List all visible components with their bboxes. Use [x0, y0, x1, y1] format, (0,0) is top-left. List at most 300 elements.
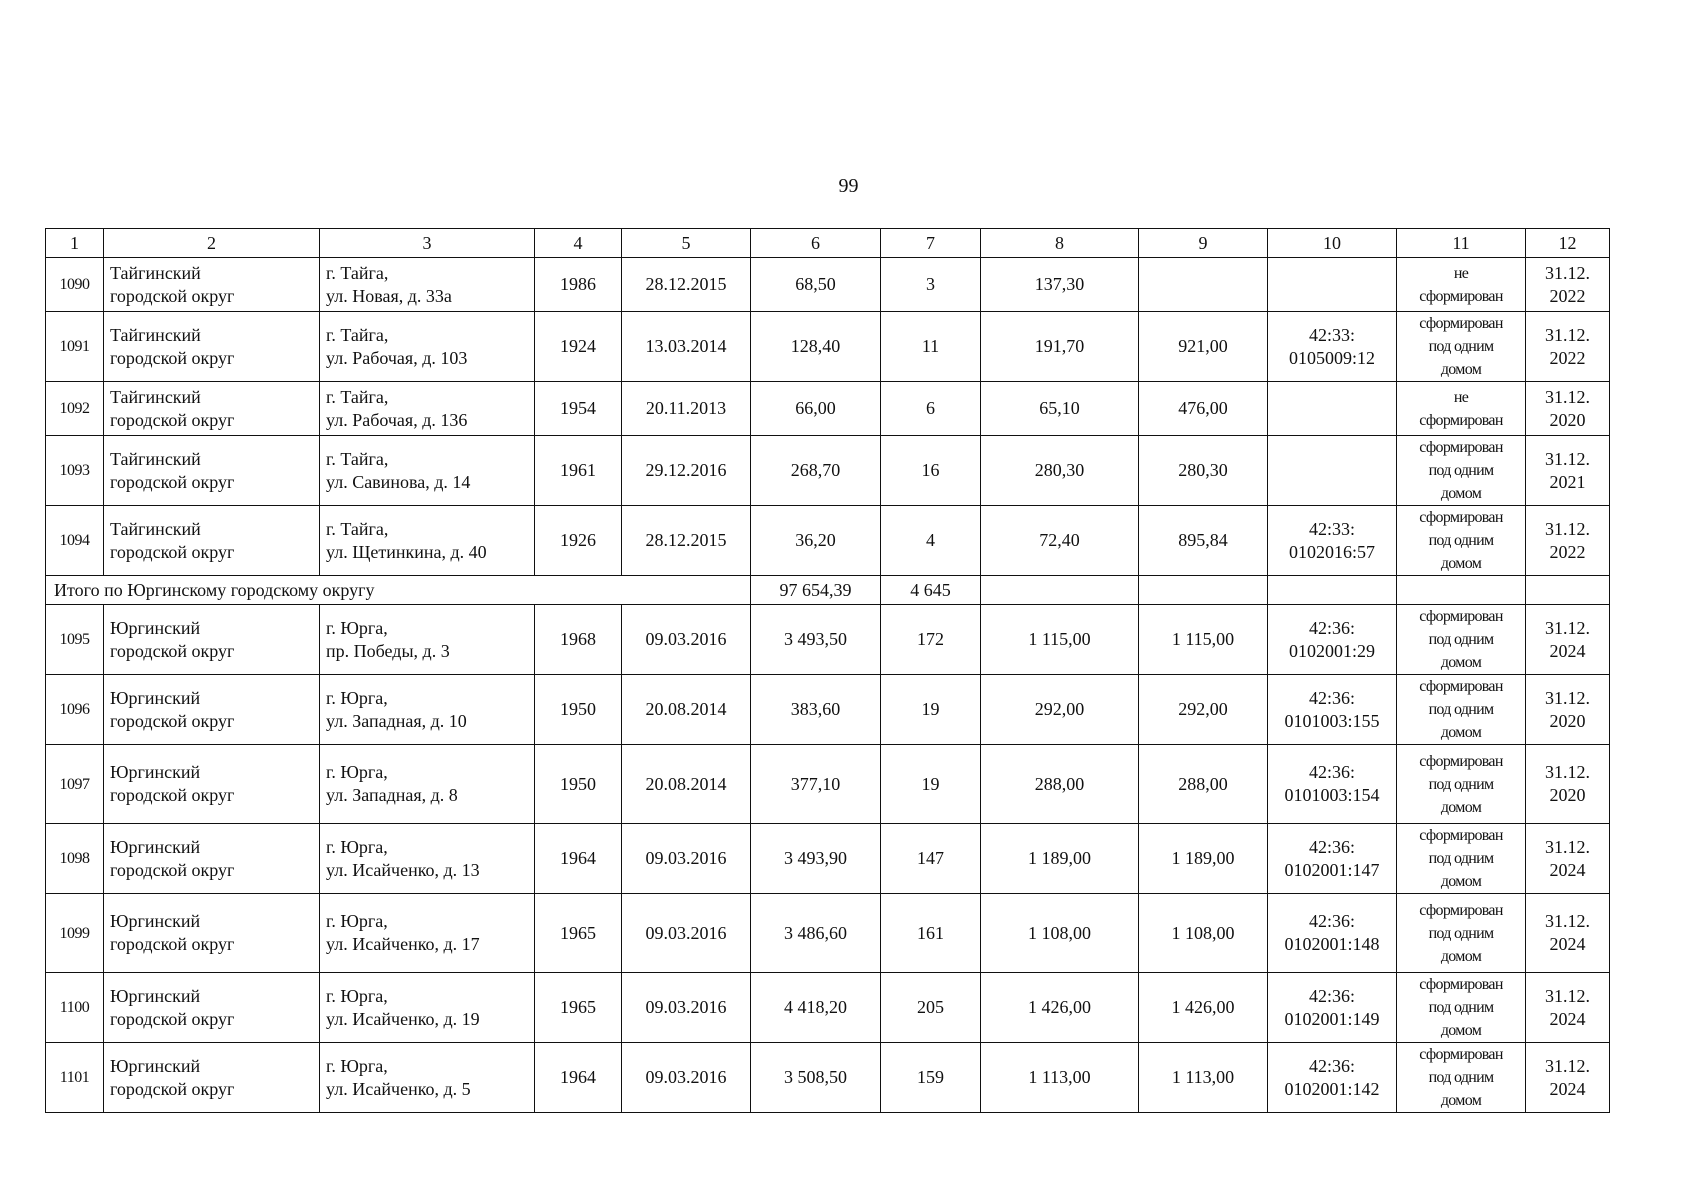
total-label: Итого по Юргинскому городскому округу [46, 576, 751, 605]
municipality-line: городской округ [110, 471, 235, 492]
cadastral-number-cell [1268, 605, 1397, 675]
col8-cell [981, 605, 1139, 675]
column-header: 6 [751, 229, 881, 258]
col9-line: 1 426,00 [1171, 997, 1235, 1017]
land-status-cell [1397, 382, 1526, 436]
land-status-line: сформирован [1419, 287, 1503, 305]
build-year-cell [535, 312, 622, 382]
col8-cell [981, 312, 1139, 382]
build-year-line: 1965 [560, 997, 596, 1017]
build-year-line: 1986 [560, 274, 596, 294]
residents-cell [881, 1043, 981, 1113]
land-status-line: сформирован [1419, 752, 1503, 770]
recognition-date-cell [622, 382, 751, 436]
address-line: г. Юрга, [326, 911, 388, 931]
land-status-line: домом [1440, 947, 1482, 965]
land-status-line: сформирован [1419, 976, 1503, 993]
area-line: 3 486,60 [784, 922, 847, 943]
housing-register-table [45, 228, 1610, 1113]
col9-cell [1139, 506, 1268, 576]
empty-cell [981, 576, 1139, 605]
residents-cell [881, 745, 981, 824]
area-line: 68,50 [795, 274, 836, 294]
row-number-cell [46, 675, 104, 745]
address-cell [320, 605, 535, 675]
row-number-line: 1090 [59, 276, 90, 293]
municipality-line: городской округ [110, 640, 235, 661]
cadastral-number-line: 0101003:155 [1284, 710, 1380, 731]
total-area: 97 654,39 [751, 576, 881, 605]
address-line: ул. Рабочая, д. 136 [326, 409, 468, 430]
cadastral-number-line: 42:36: [1308, 762, 1355, 782]
table-row [46, 973, 1610, 1043]
deadline-cell [1526, 258, 1610, 312]
build-year-line: 1961 [560, 460, 596, 480]
municipality-line: Юргинский [110, 762, 201, 782]
land-status-line: под одним [1428, 924, 1494, 942]
deadline-line: 2021 [1549, 471, 1586, 492]
build-year-line: 1924 [560, 336, 596, 356]
row-number-cell [46, 1043, 104, 1113]
land-status-cell [1397, 745, 1526, 824]
address-cell [320, 258, 535, 312]
cadastral-number-cell [1268, 436, 1397, 506]
area-line: 268,70 [790, 460, 841, 480]
address-cell [320, 824, 535, 894]
land-status-line: сформирован [1419, 901, 1503, 919]
land-status-line: сформирован [1419, 439, 1503, 456]
col9-cell [1139, 312, 1268, 382]
address-cell [320, 382, 535, 436]
recognition-date-cell [622, 894, 751, 973]
table-row [46, 436, 1610, 506]
land-status-cell [1397, 436, 1526, 506]
cadastral-number-line: 0101003:154 [1284, 785, 1380, 805]
build-year-cell [535, 675, 622, 745]
area-line: 128,40 [790, 336, 841, 356]
build-year-cell [535, 382, 622, 436]
residents-line: 6 [926, 398, 935, 418]
col8-line: 1 108,00 [1028, 922, 1091, 943]
area-line: 3 493,90 [784, 848, 847, 868]
build-year-line: 1965 [560, 922, 596, 943]
cadastral-number-line: 0102016:57 [1288, 541, 1375, 562]
col8-line: 137,30 [1034, 274, 1085, 294]
municipality-cell [104, 675, 320, 745]
empty-cell [1397, 576, 1526, 605]
deadline-cell [1526, 312, 1610, 382]
table-row [46, 894, 1610, 973]
cadastral-number-cell [1268, 745, 1397, 824]
area-cell [751, 312, 881, 382]
cadastral-number-line: 42:36: [1308, 687, 1355, 708]
cadastral-number-cell [1268, 894, 1397, 973]
area-cell [751, 506, 881, 576]
build-year-cell [535, 436, 622, 506]
residents-line: 159 [917, 1067, 944, 1087]
table-row [46, 258, 1610, 312]
col8-cell [981, 824, 1139, 894]
row-number-cell [46, 382, 104, 436]
cadastral-number-line: 42:36: [1308, 1055, 1355, 1076]
land-status-line: под одним [1428, 775, 1494, 793]
deadline-line: 31.12. [1545, 762, 1590, 782]
cadastral-number-line: 0102001:142 [1284, 1078, 1380, 1099]
col8-cell [981, 382, 1139, 436]
land-status-cell [1397, 506, 1526, 576]
deadline-line: 2024 [1549, 1078, 1586, 1099]
land-status-line: сформирован [1419, 509, 1503, 526]
col8-line: 1 115,00 [1028, 629, 1091, 649]
empty-cell [1268, 576, 1397, 605]
deadline-cell [1526, 675, 1610, 745]
col9-cell [1139, 745, 1268, 824]
cadastral-number-line: 0102001:147 [1284, 859, 1380, 880]
row-number-line: 1092 [59, 400, 90, 417]
table-row [46, 1043, 1610, 1113]
residents-cell [881, 312, 981, 382]
build-year-line: 1950 [560, 773, 596, 794]
land-status-line: домом [1440, 361, 1482, 378]
deadline-line: 31.12. [1545, 1055, 1590, 1076]
recognition-date-cell [622, 973, 751, 1043]
residents-line: 147 [917, 848, 944, 868]
land-status-line: домом [1440, 873, 1482, 890]
cadastral-number-cell [1268, 1043, 1397, 1113]
municipality-line: Юргинский [110, 836, 201, 857]
land-status-cell [1397, 1043, 1526, 1113]
col9-cell [1139, 436, 1268, 506]
municipality-cell [104, 745, 320, 824]
municipality-line: Юргинский [110, 617, 201, 638]
deadline-line: 2024 [1549, 640, 1586, 661]
row-number-line: 1099 [59, 924, 90, 942]
row-number-cell [46, 436, 104, 506]
municipality-cell [104, 973, 320, 1043]
municipality-line: городской округ [110, 785, 235, 805]
deadline-cell [1526, 745, 1610, 824]
area-line: 66,00 [795, 398, 836, 418]
row-number-cell [46, 605, 104, 675]
address-line: ул. Щетинкина, д. 40 [326, 541, 487, 562]
cadastral-number-line: 42:36: [1308, 617, 1355, 638]
municipality-cell [104, 1043, 320, 1113]
deadline-cell [1526, 382, 1610, 436]
empty-cell [1139, 576, 1268, 605]
row-number-cell [46, 973, 104, 1043]
build-year-line: 1968 [560, 629, 596, 649]
table-row [46, 605, 1610, 675]
col8-cell [981, 745, 1139, 824]
municipality-cell [104, 312, 320, 382]
land-status-line: под одним [1428, 532, 1494, 549]
col9-cell [1139, 824, 1268, 894]
address-line: ул. Западная, д. 8 [326, 785, 458, 805]
residents-line: 161 [917, 922, 944, 943]
recognition-date-cell [622, 824, 751, 894]
municipality-cell [104, 258, 320, 312]
deadline-line: 31.12. [1545, 518, 1590, 539]
address-line: пр. Победы, д. 3 [326, 640, 450, 661]
col9-line: 921,00 [1178, 336, 1228, 356]
col9-line: 1 189,00 [1171, 848, 1235, 868]
recognition-date-line: 20.08.2014 [645, 699, 727, 719]
col9-line: 288,00 [1178, 773, 1228, 794]
row-number-line: 1091 [59, 338, 90, 355]
residents-cell [881, 894, 981, 973]
column-header: 8 [981, 229, 1139, 258]
row-number-cell [46, 258, 104, 312]
cadastral-number-line: 0102001:149 [1284, 1008, 1380, 1029]
col8-line: 1 426,00 [1028, 997, 1091, 1017]
area-cell [751, 745, 881, 824]
recognition-date-line: 09.03.2016 [645, 922, 727, 943]
deadline-line: 31.12. [1545, 386, 1590, 407]
column-header: 12 [1526, 229, 1610, 258]
build-year-cell [535, 258, 622, 312]
residents-cell [881, 382, 981, 436]
row-number-cell [46, 506, 104, 576]
col9-line: 1 115,00 [1171, 629, 1235, 649]
land-status-cell [1397, 605, 1526, 675]
cadastral-number-line: 42:36: [1308, 911, 1355, 931]
area-cell [751, 894, 881, 973]
land-status-line: под одним [1428, 462, 1494, 479]
address-line: г. Тайга, [326, 448, 389, 469]
residents-line: 3 [926, 274, 935, 294]
recognition-date-line: 20.08.2014 [645, 773, 727, 794]
land-status-line: сформирован [1419, 678, 1503, 695]
build-year-line: 1964 [560, 848, 596, 868]
column-header: 9 [1139, 229, 1268, 258]
recognition-date-line: 09.03.2016 [645, 629, 727, 649]
land-status-line: под одним [1428, 631, 1494, 648]
deadline-line: 2022 [1549, 347, 1586, 368]
col9-line: 895,84 [1178, 530, 1228, 550]
deadline-line: 2024 [1549, 1008, 1586, 1029]
municipality-line: Тайгинский [110, 448, 201, 469]
col8-cell [981, 894, 1139, 973]
land-status-line: сформирован [1419, 1046, 1503, 1063]
address-line: г. Юрга, [326, 617, 388, 638]
col8-line: 280,30 [1034, 460, 1085, 480]
area-cell [751, 824, 881, 894]
municipality-line: Юргинский [110, 911, 201, 931]
col8-cell [981, 973, 1139, 1043]
recognition-date-line: 09.03.2016 [645, 1067, 727, 1087]
residents-cell [881, 973, 981, 1043]
residents-cell [881, 605, 981, 675]
land-status-line: под одним [1428, 1069, 1494, 1086]
build-year-cell [535, 1043, 622, 1113]
deadline-cell [1526, 973, 1610, 1043]
column-header: 5 [622, 229, 751, 258]
recognition-date-cell [622, 506, 751, 576]
land-status-cell [1397, 894, 1526, 973]
municipality-line: городской округ [110, 934, 235, 954]
build-year-line: 1964 [560, 1067, 596, 1087]
address-line: ул. Савинова, д. 14 [326, 471, 471, 492]
residents-line: 19 [921, 773, 940, 794]
col9-line: 1 113,00 [1171, 1067, 1235, 1087]
col8-cell [981, 258, 1139, 312]
area-line: 377,10 [790, 773, 841, 794]
build-year-cell [535, 894, 622, 973]
col8-line: 191,70 [1034, 336, 1085, 356]
municipality-line: Юргинский [110, 687, 201, 708]
area-cell [751, 436, 881, 506]
row-number-cell [46, 894, 104, 973]
residents-line: 11 [921, 336, 940, 356]
cadastral-number-line: 0102001:29 [1288, 640, 1375, 661]
address-line: ул. Исайченко, д. 17 [326, 934, 480, 954]
recognition-date-line: 28.12.2015 [645, 274, 727, 294]
area-cell [751, 258, 881, 312]
deadline-line: 31.12. [1545, 911, 1590, 931]
municipality-cell [104, 382, 320, 436]
deadline-line: 31.12. [1545, 617, 1590, 638]
col9-line: 292,00 [1178, 699, 1228, 719]
deadline-line: 2020 [1549, 785, 1586, 805]
land-status-line: домом [1440, 798, 1482, 816]
municipality-cell [104, 605, 320, 675]
recognition-date-cell [622, 605, 751, 675]
land-status-cell [1397, 675, 1526, 745]
municipality-line: Тайгинский [110, 386, 201, 407]
col9-cell [1139, 1043, 1268, 1113]
land-status-cell [1397, 973, 1526, 1043]
area-cell [751, 382, 881, 436]
recognition-date-cell [622, 1043, 751, 1113]
recognition-date-cell [622, 258, 751, 312]
residents-cell [881, 258, 981, 312]
municipality-cell [104, 436, 320, 506]
col9-cell [1139, 258, 1268, 312]
cadastral-number-line: 0102001:148 [1284, 934, 1380, 954]
area-line: 3 493,50 [784, 629, 847, 649]
municipality-line: городской округ [110, 347, 235, 368]
municipality-line: городской округ [110, 409, 235, 430]
land-status-line: не [1453, 388, 1469, 406]
municipality-cell [104, 506, 320, 576]
area-cell [751, 675, 881, 745]
cadastral-number-cell [1268, 258, 1397, 312]
table-row [46, 675, 1610, 745]
area-line: 36,20 [795, 530, 836, 550]
address-line: г. Тайга, [326, 518, 389, 539]
land-status-line: под одним [1428, 850, 1494, 867]
col8-line: 292,00 [1034, 699, 1085, 719]
address-cell [320, 506, 535, 576]
col9-cell [1139, 605, 1268, 675]
deadline-line: 31.12. [1545, 985, 1590, 1006]
table-row [46, 824, 1610, 894]
row-number-cell [46, 745, 104, 824]
col8-line: 65,10 [1039, 398, 1080, 418]
recognition-date-line: 09.03.2016 [645, 997, 727, 1017]
cadastral-number-line: 42:36: [1308, 985, 1355, 1006]
land-status-line: домом [1440, 1022, 1482, 1039]
residents-cell [881, 436, 981, 506]
municipality-line: Тайгинский [110, 262, 201, 283]
land-status-cell [1397, 258, 1526, 312]
municipality-line: городской округ [110, 859, 235, 880]
land-status-line: сформирован [1419, 411, 1503, 429]
deadline-line: 31.12. [1545, 448, 1590, 469]
municipality-cell [104, 894, 320, 973]
land-status-line: домом [1440, 724, 1482, 741]
address-cell [320, 1043, 535, 1113]
column-header: 3 [320, 229, 535, 258]
total-row [46, 576, 1610, 605]
build-year-cell [535, 973, 622, 1043]
col9-cell [1139, 382, 1268, 436]
page-number: 99 [838, 175, 859, 197]
col8-line: 72,40 [1039, 530, 1080, 550]
deadline-cell [1526, 436, 1610, 506]
column-header: 10 [1268, 229, 1397, 258]
address-line: г. Тайга, [326, 262, 389, 283]
deadline-line: 2022 [1549, 285, 1586, 306]
build-year-cell [535, 506, 622, 576]
deadline-line: 2020 [1549, 710, 1586, 731]
recognition-date-line: 28.12.2015 [645, 530, 727, 550]
deadline-cell [1526, 894, 1610, 973]
col8-line: 1 113,00 [1028, 1067, 1091, 1087]
deadline-cell [1526, 1043, 1610, 1113]
build-year-line: 1926 [560, 530, 596, 550]
municipality-line: Юргинский [110, 985, 201, 1006]
land-status-line: домом [1440, 1092, 1482, 1109]
build-year-cell [535, 824, 622, 894]
land-status-cell [1397, 824, 1526, 894]
land-status-line: домом [1440, 654, 1482, 671]
empty-cell [1526, 576, 1610, 605]
deadline-line: 2022 [1549, 541, 1586, 562]
recognition-date-cell [622, 436, 751, 506]
address-line: ул. Исайченко, д. 5 [326, 1078, 471, 1099]
row-number-line: 1094 [59, 532, 90, 549]
area-line: 3 508,50 [784, 1067, 847, 1087]
column-header: 2 [104, 229, 320, 258]
col8-cell [981, 1043, 1139, 1113]
address-cell [320, 745, 535, 824]
land-status-line: сформирован [1419, 608, 1503, 625]
col9-cell [1139, 894, 1268, 973]
land-status-line: не [1453, 264, 1469, 282]
address-line: г. Юрга, [326, 836, 388, 857]
recognition-date-cell [622, 675, 751, 745]
address-line: ул. Исайченко, д. 13 [326, 859, 480, 880]
cadastral-number-line: 42:36: [1308, 836, 1355, 857]
cadastral-number-line: 42:33: [1308, 518, 1355, 539]
col9-line: 280,30 [1178, 460, 1228, 480]
land-status-line: под одним [1428, 999, 1494, 1016]
address-line: г. Тайга, [326, 386, 389, 407]
municipality-line: городской округ [110, 1078, 235, 1099]
land-status-line: сформирован [1419, 315, 1503, 332]
area-line: 383,60 [790, 699, 841, 719]
address-line: ул. Исайченко, д. 19 [326, 1008, 480, 1029]
cadastral-number-cell [1268, 382, 1397, 436]
residents-line: 19 [921, 699, 940, 719]
address-line: ул. Новая, д. 33а [326, 285, 452, 306]
row-number-line: 1095 [59, 631, 90, 648]
area-cell [751, 1043, 881, 1113]
residents-cell [881, 506, 981, 576]
deadline-line: 31.12. [1545, 836, 1590, 857]
municipality-line: городской округ [110, 710, 235, 731]
